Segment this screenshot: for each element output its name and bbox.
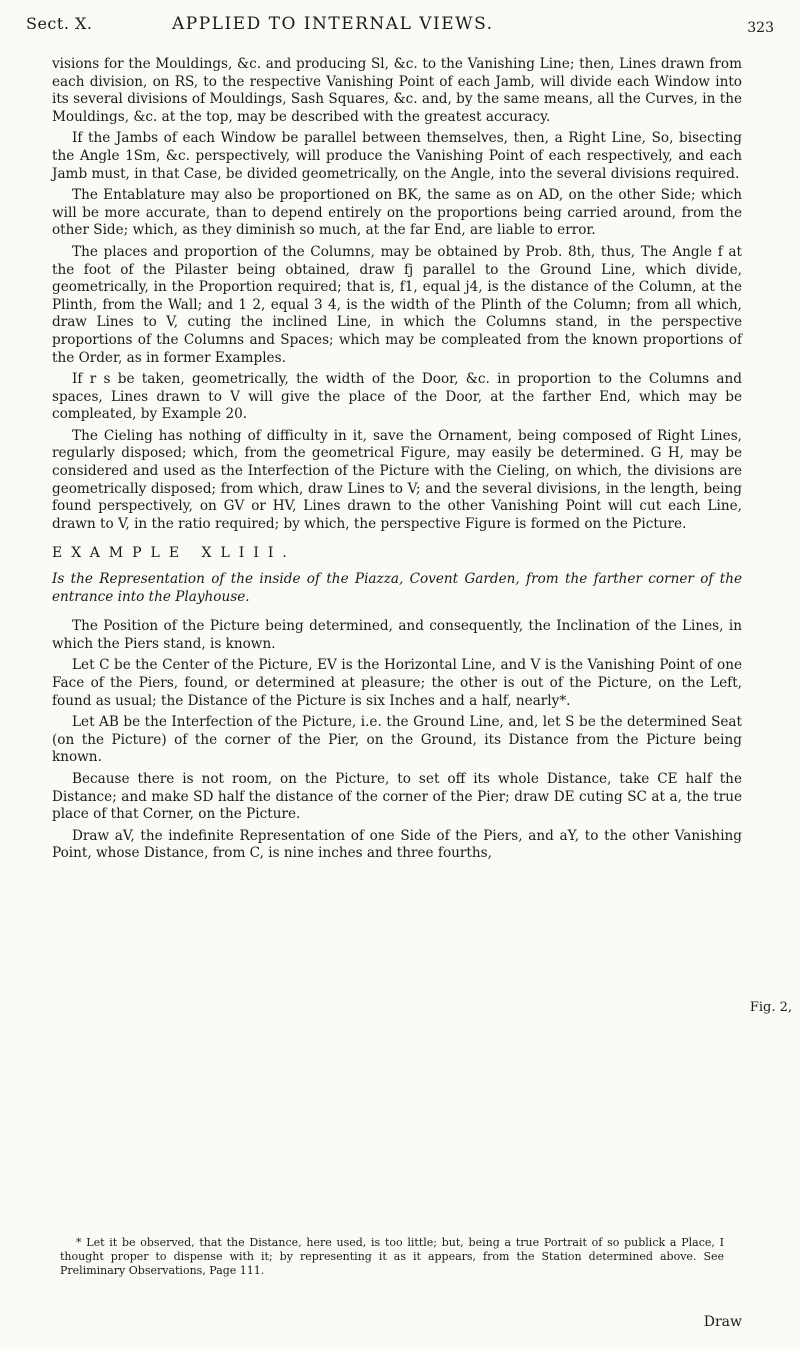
paragraph: The Position of the Picture being determined, and consequently, the Inclination of the Lines, in which the Piers stand, is known. [52,618,742,652]
page-number: 323 [747,20,774,36]
paragraph: Because there is not room, on the Picture, to set off its whole Distance, take CE half the Distance; and make SD half the distance of the corner of the Pier; draw DE cuting SC at a, the true place of that Corner, on the Picture. [52,770,742,823]
figure-margin-note: Fig. 2, [749,1000,792,1015]
paragraph: Let AB be the Interfection of the Picture, i.e. the Ground Line, and, let S be the determined Seat (on the Picture) of the corner of the Pier, on the Ground, its Distance from the Picture being known. [52,714,742,766]
footnote: * Let it be observed, that the Distance, here used, is too little; but, being a true Portrait of so publick a Place, I thought proper to dispense with it; by representing it as it appears, from the Station determined above. See Preliminary Observations, Page 111. [60,1236,724,1277]
running-title: APPLIED TO INTERNAL VIEWS. [172,14,494,34]
paragraph: If r s be taken, geometrically, the width of the Door, &c. in proportion to the Columns and spaces, Lines drawn to V will give the place of the Door, at the farther End, which may be compleated, by Example 20. [52,371,742,423]
paragraph: Let C be the Center of the Picture, EV is the Horizontal Line, and V is the Vanishing Point of one Face of the Piers, found, or determined at pleasure; the other is out of the Picture, on the Left, found as usual; the Distance of the Picture is six Inches and a half, nearly*. [52,657,742,709]
paragraph: The Entablature may also be proportioned on BK, the same as on AD, on the other Side; which will be more accurate, than to depend entirely on the proportions being carried around, from the other Side; which, as they diminish so much, at the far End, are liable to error. [52,187,742,239]
running-header [26,14,774,44]
catchword: Draw [703,1314,742,1330]
paragraph: If the Jambs of each Window be parallel between themselves, then, a Right Line, So, bisecting the Angle 1Sm, &c. perspectively, will produce the Vanishing Point of each respectively, and each Jamb must, in that Case, be divided geometrically, on the Angle, into the several divisions required. [52,130,742,182]
paragraph: Draw aV, the indefinite Representation of one Side of the Piers, and aY, to the other Vanishing Point, whose Distance, from C, is nine inches and three fourths, [52,827,742,862]
paragraph: The Cieling has nothing of difficulty in it, save the Ornament, being composed of Right Lines, regularly disposed; which, from the geometrical Figure, may easily be determined. G H, may be considered and used as the Interfection of the Picture with the Cieling, on which, the divisions are geometrically disposed; from which, draw Lines to V; and the several divisions, in the length, being found perspectively, on GV or HV, Lines drawn to the other Vanishing Point will cut each Line, drawn to V, in the ratio required; by which, the perspective Figure is formed on the Picture. [52,427,742,532]
example-heading: EXAMPLE XLIII. [52,545,296,562]
paragraph: The places and proportion of the Columns, may be obtained by Prob. 8th, thus, The Angle f at the foot of the Pilaster being obtained, draw fj parallel to the Ground Line, which divide, geometrically, in the Proportion required; that is, f1, equal j4, is the distance of the Column, at the Plinth, from the Wall; and 1 2, equal 3 4, is the width of the Plinth of the Column; from all which, draw Lines to V, cuting the inclined Line, in which the Columns stand, in the perspective proportions of the Columns and Spaces; which may be compleated from the known proportions of the Order, as in former Examples. [52,243,742,366]
example-subtitle: Is the Representation of the inside of the Piazza, Covent Garden, from the farther corner of the entrance into the Playhouse. [52,571,742,605]
section-label: Sect. X. [26,14,93,33]
paragraph: visions for the Mouldings, &c. and producing Sl, &c. to the Vanishing Line; then, Lines drawn from each division, on RS, to the respective Vanishing Point of each Jamb, will divide each Window into its several divisions of Mouldings, Sash Squares, &c. and, by the same means, all the Curves, in the Mouldings, &c. at the top, may be described with the greatest accuracy. [52,56,742,125]
body-text [52,56,742,867]
